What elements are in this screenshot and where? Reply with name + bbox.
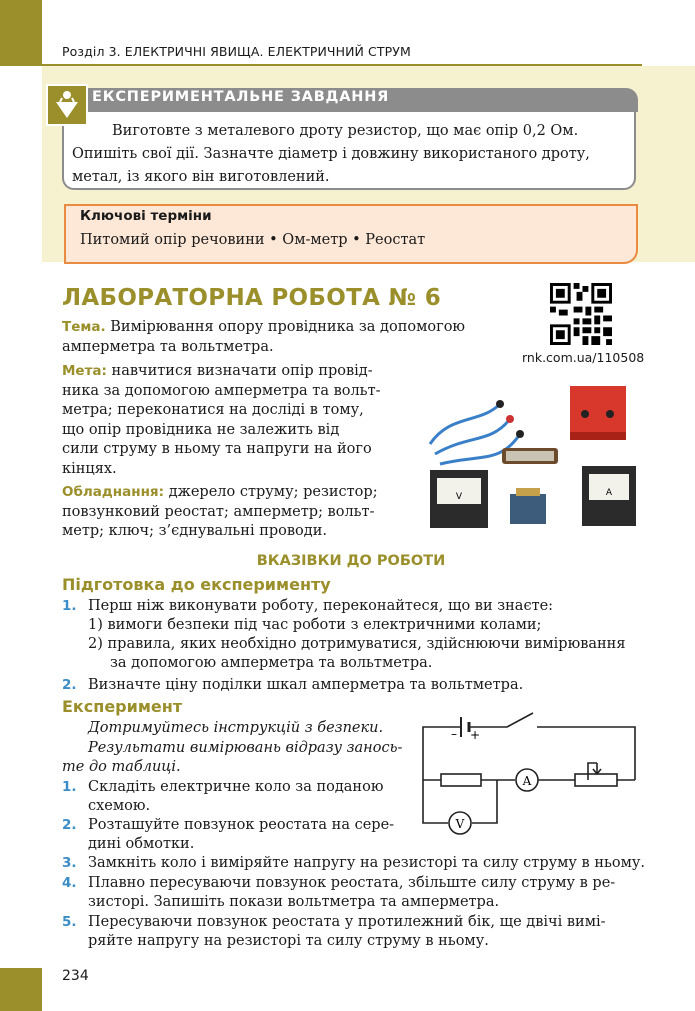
step-line: Замкніть коло і виміряйте напругу на резисторі та силу струму в ньому.	[88, 855, 646, 871]
page-number: 234	[62, 968, 89, 984]
step-line: Плавно пересуваючи повзунок реостата, збільште силу струму в ре-	[88, 875, 616, 891]
experiment-title: Експеримент	[62, 697, 183, 716]
step-number: 2.	[62, 677, 77, 693]
prep-item: 2) правила, яких необхідно дотримуватися, здійснюючи вимірювання	[88, 636, 626, 652]
topic-label: Тема.	[62, 319, 106, 335]
equipment-line: джерело струму; резистор;	[168, 484, 378, 500]
prep-title: Підготовка до експерименту	[62, 575, 331, 594]
lab-title: ЛАБОРАТОРНА РОБОТА № 6	[62, 285, 442, 311]
ammeter-label: A	[522, 774, 532, 788]
equipment-label: Обладнання:	[62, 484, 164, 500]
lab-goal	[62, 362, 390, 479]
equipment-line: метр; ключ; з’єднувальні проводи.	[62, 523, 327, 539]
step-line: Розташуйте повзунок реостата на сере-	[88, 817, 395, 833]
step-number: 1.	[62, 779, 77, 795]
task-line: Опишіть свої дії. Зазначте діаметр і довжину використаного дроту,	[72, 146, 590, 162]
step-number: 5.	[62, 914, 77, 930]
left-accent-bar-bottom	[0, 968, 42, 1011]
qr-code-icon[interactable]	[550, 283, 612, 345]
experiment-note: Дотримуйтесь інструкцій з безпеки.	[88, 720, 384, 736]
goal-line: що опір провідника не залежить від	[62, 421, 340, 438]
prep-item: за допомогою амперметра та вольтметра.	[110, 655, 433, 671]
step-line: Пересуваючи повзунок реостата у протилежний бік, ще двічі вимі-	[88, 914, 606, 930]
equipment-photo	[410, 374, 640, 534]
section-header: Розділ 3. ЕЛЕКТРИЧНІ ЯВИЩА. ЕЛЕКТРИЧНИЙ СТРУМ	[62, 44, 411, 59]
topic-line: Вимірювання опору провідника за допомогою	[110, 319, 466, 335]
topic-line: амперметра та вольтметра.	[62, 338, 274, 355]
equipment-line: повзунковий реостат; амперметр; вольт-	[62, 503, 375, 520]
task-line: Виготовте з металевого дроту резистор, що має опір 0,2 Ом.	[112, 123, 579, 139]
goal-line: ника за допомогою амперметра та вольт-	[62, 382, 381, 399]
circuit-plus: +	[470, 728, 481, 742]
experiment-note: Результати вимірювань відразу занось-	[88, 740, 403, 756]
circuit-diagram	[415, 705, 640, 850]
step-line: зисторі. Запишіть покази вольтметра та амперметра.	[88, 894, 500, 910]
left-accent-bar	[0, 0, 42, 66]
qr-url[interactable]: rnk.com.ua/110508	[522, 350, 645, 365]
prep-item: 1) вимоги безпеки під час роботи з електричними колами;	[88, 617, 542, 633]
voltmeter-label: V	[455, 817, 465, 831]
step-number: 4.	[62, 875, 77, 891]
key-terms-title: Ключові терміни	[80, 208, 212, 224]
prep-item: Визначте ціну поділки шкал амперметра та вольтметра.	[88, 677, 524, 693]
svg-text:V: V	[455, 492, 463, 502]
step-line: ряйте напругу на резисторі та силу струму в ньому.	[88, 933, 489, 949]
goal-line: метра; переконатися на досліді в тому,	[62, 402, 364, 418]
lab-equipment	[62, 483, 390, 542]
task-text	[72, 120, 624, 189]
goal-line: кінцях.	[62, 460, 117, 477]
goal-label: Мета:	[62, 363, 107, 379]
goal-line: навчитися визначати опір провід-	[111, 363, 373, 379]
step-line: схемою.	[88, 798, 151, 814]
key-terms-text: Питомий опір речовини • Ом-метр • Реостат	[80, 232, 426, 248]
svg-text:A: A	[605, 488, 613, 498]
task-line: метал, із якого він виготовлений.	[72, 169, 330, 185]
goal-line: сили струму в ньому та напруги на його	[62, 441, 372, 457]
step-line: Складіть електричне коло за поданою	[88, 779, 384, 795]
experiment-note: те до таблиці.	[62, 759, 181, 775]
instructions-title: ВКАЗІВКИ ДО РОБОТИ	[256, 553, 446, 569]
circuit-minus: –	[451, 727, 457, 741]
step-number: 1.	[62, 598, 77, 614]
lab-topic	[62, 318, 492, 357]
step-number: 3.	[62, 855, 77, 871]
step-number: 2.	[62, 817, 77, 833]
task-title: ЕКСПЕРИМЕНТАЛЬНЕ ЗАВДАННЯ	[92, 89, 390, 105]
prep-item: Перш ніж виконувати роботу, переконайтеся, що ви знаєте:	[88, 598, 554, 614]
step-line: дині обмотки.	[88, 836, 195, 852]
